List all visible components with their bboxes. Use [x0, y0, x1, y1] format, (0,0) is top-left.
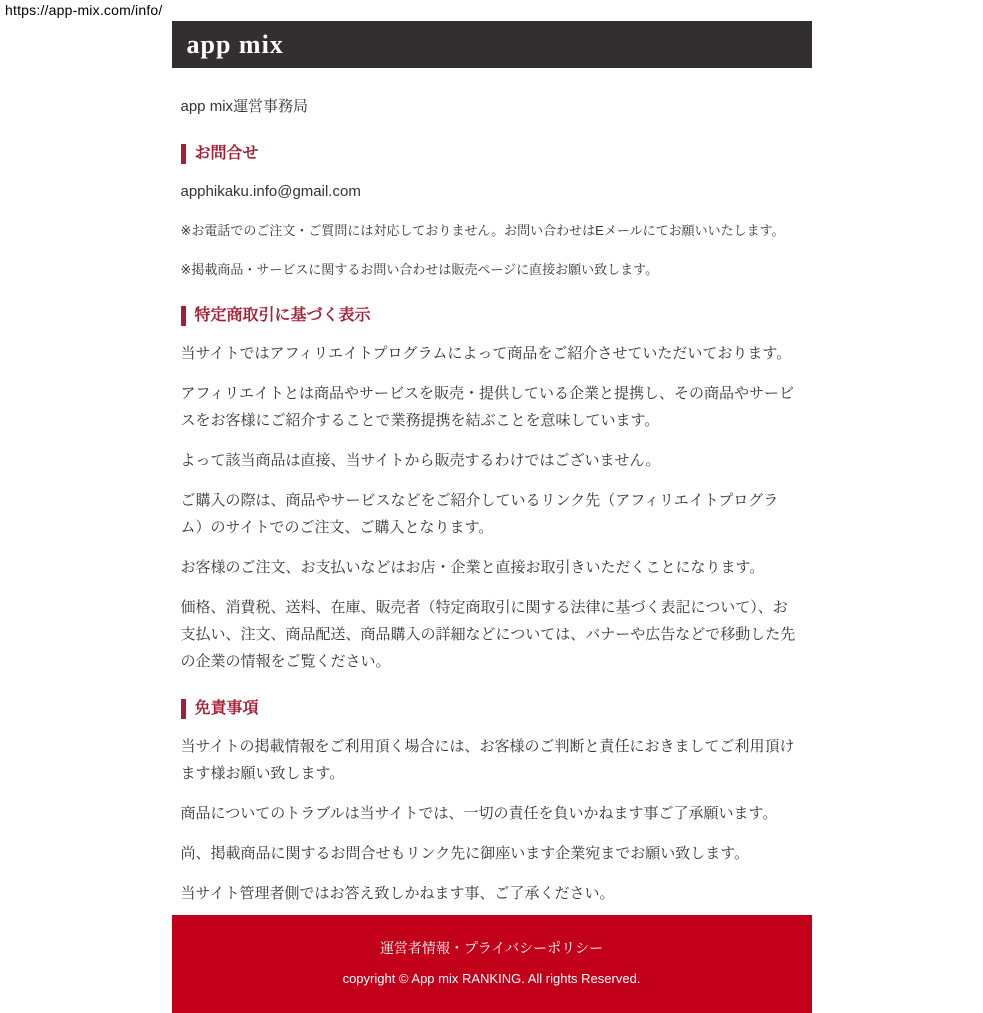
section-heading-contact: お問合せ: [181, 144, 797, 164]
contact-note: ※掲載商品・サービスに関するお問い合わせは販売ページに直接お願い致します。: [180, 262, 659, 278]
contact-email: apphikaku.info@gmail.com: [180, 183, 361, 200]
site-header: [172, 21, 812, 68]
disclaimer-paragraph: 当サイトの掲載情報をご利用頂く場合には、お客様のご判断と責任におきましてご利用頂けます様お願い致します。: [180, 738, 795, 783]
tokutei-paragraph: 当サイトではアフィリエイトプログラムによって商品をご紹介させていただいております。: [180, 345, 792, 363]
contact-note: ※お電話でのご注文・ご質問には対応しておりません。お問い合わせはEメールにてお願いいたします。: [180, 223, 785, 238]
tokutei-paragraph: よって該当商品は直接、当サイトから販売するわけではございません。: [180, 452, 661, 470]
copyright-text: copyright © App mix RANKING. All rights Reserved.: [342, 971, 641, 986]
page-url-overlay: https://app-mix.com/info/: [5, 2, 163, 18]
operator-text: app mix運営事務局: [180, 98, 309, 115]
disclaimer-paragraph: 当サイト管理者側ではお答え致しかねます事、ご了承ください。: [180, 885, 615, 903]
tokutei-paragraph: アフィリエイトとは商品やサービスを販売・提供している企業と提携し、その商品やサービスをお客様にご紹介することで業務提携を結ぶことを意味しています。: [180, 385, 795, 430]
tokutei-paragraph: お客様のご注文、お支払いなどはお店・企業と直接お取引きいただくことになります。: [180, 559, 765, 577]
privacy-policy-link[interactable]: 運営者情報・プライバシーポリシー: [379, 940, 604, 956]
section-heading-tokutei: 特定商取引に基づく表示: [181, 306, 797, 326]
section-disclaimer: [181, 699, 797, 907]
main-content: [172, 93, 812, 907]
page-container: [172, 0, 812, 907]
tokutei-paragraph: 価格、消費税、送料、在庫、販売者（特定商取引に関する法律に基づく表記について）、お支払い、注文、商品配送、商品購入の詳細などについては、バナーや広告などで移動した先の企業の情報をご覧ください。: [180, 599, 796, 671]
tokutei-paragraph: ご購入の際は、商品やサービスなどをご紹介しているリンク先（アフィリエイトプログラム）のサイトでのご注文、ご購入となります。: [180, 492, 779, 537]
disclaimer-paragraph: 尚、掲載商品に関するお問合せもリンク先に御座います企業宛までお願い致します。: [180, 845, 750, 863]
site-footer: [172, 915, 812, 1013]
section-contact: [181, 144, 797, 282]
site-logo[interactable]: app mix: [186, 29, 284, 59]
disclaimer-paragraph: 商品についてのトラブルは当サイトでは、一切の責任を負いかねます事ご了承願います。: [180, 805, 778, 823]
section-tokutei: [181, 306, 797, 675]
section-heading-disclaimer: 免責事項: [181, 699, 797, 719]
